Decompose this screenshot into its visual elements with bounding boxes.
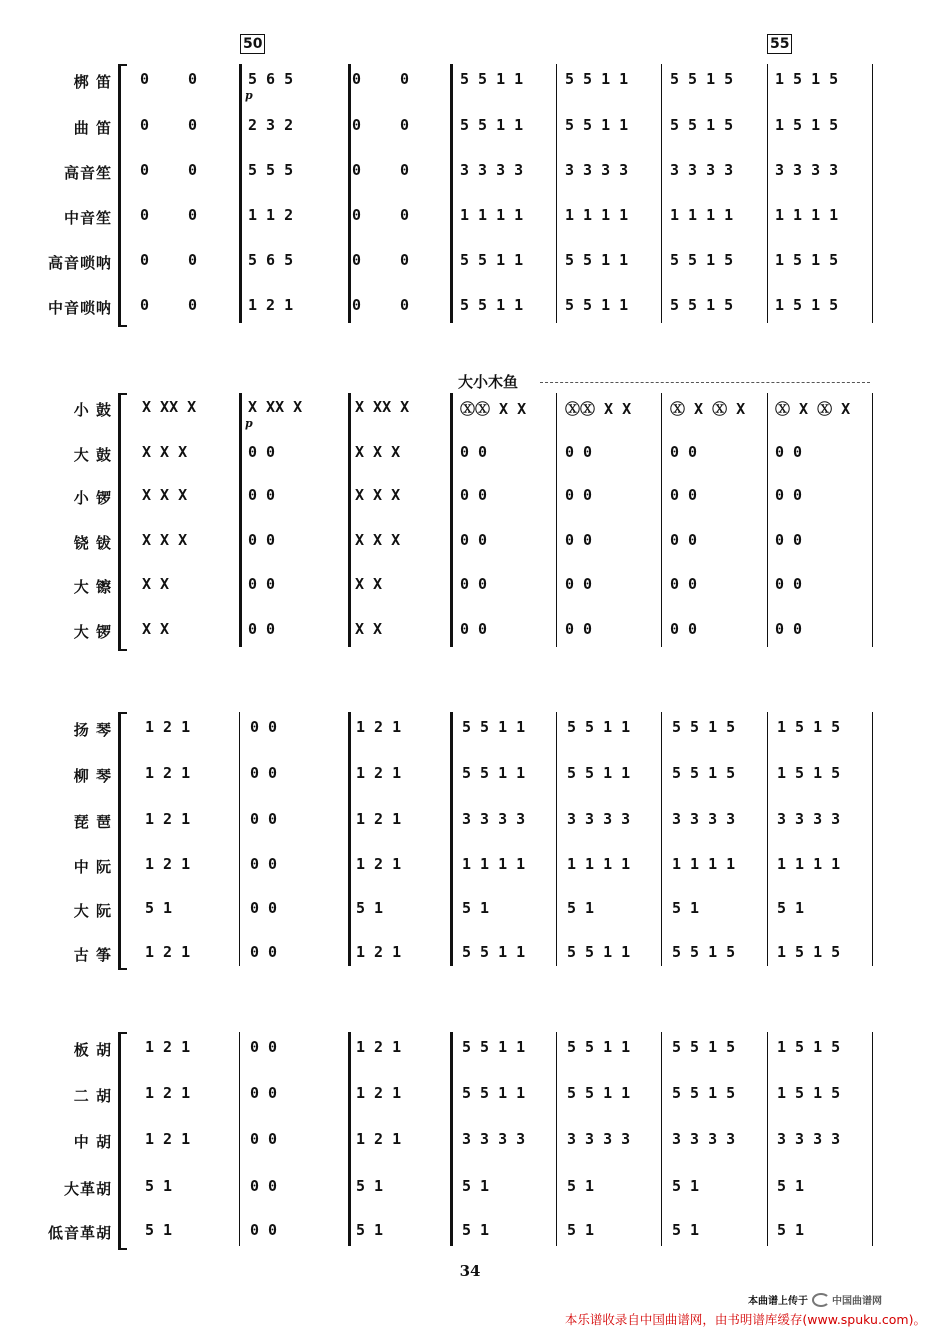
note-cell: 5 5 1 1 [565, 116, 629, 134]
note-cell: 3 3 3 3 [567, 1130, 631, 1148]
dynamic-mark: p [245, 417, 253, 430]
note-cell: 5 5 1 5 [670, 296, 734, 314]
note-cell: 1 5 1 5 [777, 1084, 841, 1102]
note-cell: 0 0 [250, 718, 278, 736]
bowed-barline [767, 1032, 768, 1246]
note-cell: 1 5 1 5 [777, 943, 841, 961]
note-cell: 0 [400, 116, 410, 134]
note-cell: 5 5 1 1 [567, 764, 631, 782]
instrument-label: 二 胡 [73, 1087, 112, 1105]
note-cell: 0 [188, 70, 198, 88]
note-cell: 1 5 1 5 [777, 718, 841, 736]
note-cell: 1 1 1 1 [670, 206, 734, 224]
bowed-barline [450, 1032, 453, 1246]
note-cell: 1 1 1 1 [567, 855, 631, 873]
note-cell: X XX X [355, 398, 410, 416]
percussion-barline [450, 393, 453, 647]
plucked-barline [239, 712, 240, 966]
note-cell: X X [355, 575, 383, 593]
note-cell: 1 1 1 1 [777, 855, 841, 873]
note-cell: 0 0 [670, 443, 698, 461]
note-cell: 1 5 1 5 [777, 1038, 841, 1056]
note-cell: 3 3 3 3 [567, 810, 631, 828]
instrument-label: 大 镲 [73, 578, 112, 596]
note-cell: 0 0 [250, 899, 278, 917]
note-cell: 5 1 [356, 1177, 384, 1195]
winds-barline [872, 64, 873, 323]
note-cell: Ⓧ X Ⓧ X [670, 400, 746, 418]
note-cell: 5 1 [777, 899, 805, 917]
instrument-label: 古 筝 [73, 946, 112, 964]
note-cell: 3 3 3 3 [672, 1130, 736, 1148]
note-cell: 1 2 1 [248, 296, 294, 314]
note-cell: X X X [142, 531, 188, 549]
note-cell: 5 5 1 1 [462, 718, 526, 736]
note-cell: 0 0 [460, 486, 488, 504]
note-cell: 0 0 [248, 620, 276, 638]
note-cell: 0 [140, 296, 150, 314]
instrument-label: 大 阮 [73, 902, 112, 920]
note-cell: 1 2 1 [356, 718, 402, 736]
note-cell: 0 [352, 70, 362, 88]
winds-barline [450, 64, 453, 323]
bowed-barline [556, 1032, 557, 1246]
plucked-barline [767, 712, 768, 966]
note-cell: 5 1 [462, 1221, 490, 1239]
plucked-barline [661, 712, 662, 966]
note-cell: 5 1 [356, 1221, 384, 1239]
note-cell: 5 5 1 5 [670, 251, 734, 269]
bowed-barline [872, 1032, 873, 1246]
note-cell: 5 5 1 5 [670, 70, 734, 88]
instrument-label: 高音唢呐 [47, 254, 112, 272]
note-cell: 1 2 1 [356, 1130, 402, 1148]
note-cell: 1 1 2 [248, 206, 294, 224]
note-cell: 1 2 1 [145, 810, 191, 828]
note-cell: 5 5 1 1 [567, 943, 631, 961]
instrument-label: 低音革胡 [47, 1224, 112, 1242]
plucked-barline [348, 712, 351, 966]
note-cell: X X [142, 620, 170, 638]
percussion-barline [767, 393, 768, 647]
note-cell: 1 1 1 1 [775, 206, 839, 224]
note-cell: 5 5 1 1 [567, 718, 631, 736]
note-cell: 0 [400, 70, 410, 88]
note-cell: 0 [400, 161, 410, 179]
note-cell: 5 1 [672, 1221, 700, 1239]
note-cell: 5 5 1 5 [672, 764, 736, 782]
note-cell: 5 5 1 5 [672, 718, 736, 736]
note-cell: 0 0 [670, 620, 698, 638]
instrument-label: 铙 钹 [73, 534, 112, 552]
note-cell: X X X [355, 486, 401, 504]
note-cell: 5 5 1 1 [460, 116, 524, 134]
percussion-barline [239, 393, 242, 647]
note-cell: 0 [140, 161, 150, 179]
note-cell: 5 5 1 1 [565, 251, 629, 269]
note-cell: 3 3 3 3 [777, 1130, 841, 1148]
page-number: 34 [459, 1262, 481, 1280]
note-cell: 0 0 [775, 620, 803, 638]
note-cell: 5 5 5 [248, 161, 294, 179]
note-cell: 1 2 1 [145, 855, 191, 873]
note-cell: 0 0 [775, 443, 803, 461]
note-cell: 0 0 [250, 943, 278, 961]
note-cell: 5 5 1 1 [567, 1084, 631, 1102]
bowed-group-brace [118, 1032, 127, 1250]
winds-barline [348, 64, 351, 323]
note-cell: 5 6 5 [248, 251, 294, 269]
note-cell: 1 1 1 1 [462, 855, 526, 873]
percussion-barline [872, 393, 873, 647]
note-cell: 0 0 [775, 531, 803, 549]
note-cell: 0 0 [565, 443, 593, 461]
note-cell: X X X [142, 443, 188, 461]
note-cell: 5 1 [356, 899, 384, 917]
wood-block-annotation: 大小木鱼 [458, 373, 519, 391]
note-cell: 0 0 [250, 1130, 278, 1148]
note-cell: 1 2 1 [356, 810, 402, 828]
note-cell: 5 1 [777, 1177, 805, 1195]
note-cell: 5 5 1 1 [460, 251, 524, 269]
instrument-label: 小 鼓 [73, 401, 112, 419]
note-cell: 5 1 [672, 1177, 700, 1195]
instrument-label: 大 锣 [73, 623, 112, 641]
note-cell: 0 [140, 70, 150, 88]
note-cell: 0 0 [248, 531, 276, 549]
bowed-barline [661, 1032, 662, 1246]
note-cell: 0 0 [250, 1221, 278, 1239]
winds-barline [661, 64, 662, 323]
note-cell: 1 2 1 [145, 1038, 191, 1056]
bowed-barline [348, 1032, 351, 1246]
instrument-label: 大 鼓 [73, 446, 112, 464]
note-cell: 0 0 [565, 531, 593, 549]
percussion-barline [348, 393, 351, 647]
note-cell: 0 0 [775, 486, 803, 504]
note-cell: 1 2 1 [145, 943, 191, 961]
note-cell: 5 1 [567, 899, 595, 917]
note-cell: 0 0 [460, 620, 488, 638]
note-cell: 5 6 5 [248, 70, 294, 88]
note-cell: 5 5 1 1 [565, 70, 629, 88]
note-cell: 1 2 1 [356, 1084, 402, 1102]
note-cell: 1 5 1 5 [775, 251, 839, 269]
note-cell: 5 5 1 5 [672, 1084, 736, 1102]
note-cell: 0 0 [775, 575, 803, 593]
note-cell: 0 0 [250, 764, 278, 782]
note-cell: 1 2 1 [145, 1084, 191, 1102]
note-cell: 3 3 3 3 [670, 161, 734, 179]
instrument-label: 琵 琶 [73, 813, 112, 831]
note-cell: 0 0 [250, 810, 278, 828]
note-cell: 0 [140, 116, 150, 134]
logo-text: 中国曲谱网 [832, 1296, 882, 1307]
instrument-label: 板 胡 [73, 1041, 112, 1059]
note-cell: 0 [400, 296, 410, 314]
winds-barline [767, 64, 768, 323]
bowed-barline [239, 1032, 240, 1246]
note-cell: 1 2 1 [145, 764, 191, 782]
note-cell: 1 2 1 [356, 1038, 402, 1056]
site-logo [812, 1292, 882, 1307]
note-cell: 5 1 [567, 1177, 595, 1195]
note-cell: 5 5 1 1 [460, 296, 524, 314]
instrument-label: 中音笙 [63, 209, 112, 227]
note-cell: 0 [188, 116, 198, 134]
note-cell: 5 5 1 5 [672, 1038, 736, 1056]
note-cell: 3 3 3 3 [462, 1130, 526, 1148]
note-cell: 5 1 [777, 1221, 805, 1239]
note-cell: 5 1 [672, 899, 700, 917]
note-cell: 0 [352, 251, 362, 269]
note-cell: 5 5 1 1 [462, 1038, 526, 1056]
note-cell: 0 0 [565, 486, 593, 504]
note-cell: 0 [352, 296, 362, 314]
note-cell: X X X [355, 443, 401, 461]
note-cell: 5 1 [145, 1221, 173, 1239]
note-cell: X X [355, 620, 383, 638]
note-cell: 0 [352, 161, 362, 179]
note-cell: 3 3 3 3 [565, 161, 629, 179]
note-cell: 5 5 1 5 [670, 116, 734, 134]
note-cell: 0 [400, 206, 410, 224]
instrument-label: 中音唢呐 [47, 299, 112, 317]
note-cell: 0 0 [248, 575, 276, 593]
note-cell: ⓍⓍ X X [565, 400, 632, 418]
note-cell: 0 [140, 251, 150, 269]
note-cell: 5 5 1 1 [462, 1084, 526, 1102]
instrument-label: 大革胡 [63, 1180, 112, 1198]
note-cell: 1 5 1 5 [775, 116, 839, 134]
note-cell: 1 5 1 5 [777, 764, 841, 782]
note-cell: 1 2 1 [145, 718, 191, 736]
measure-number-50: 50 [240, 34, 265, 54]
percussion-barline [661, 393, 662, 647]
upload-credit [748, 1292, 882, 1307]
logo-mark-icon [812, 1293, 830, 1307]
note-cell: 0 [188, 251, 198, 269]
note-cell: 3 3 3 3 [462, 810, 526, 828]
note-cell: 3 3 3 3 [672, 810, 736, 828]
percussion-barline [556, 393, 557, 647]
note-cell: 5 1 [145, 1177, 173, 1195]
note-cell: 5 1 [462, 1177, 490, 1195]
plucked-barline [556, 712, 557, 966]
note-cell: 2 3 2 [248, 116, 294, 134]
note-cell: 0 [188, 206, 198, 224]
note-cell: X XX X [248, 398, 303, 416]
note-cell: Ⓧ X Ⓧ X [775, 400, 851, 418]
note-cell: 0 [188, 296, 198, 314]
annotation-dashed-line [540, 382, 870, 383]
note-cell: 0 [140, 206, 150, 224]
percussion-group-brace [118, 393, 127, 651]
note-cell: 0 [400, 251, 410, 269]
note-cell: 1 1 1 1 [460, 206, 524, 224]
note-cell: 5 5 1 1 [567, 1038, 631, 1056]
note-cell: 0 [188, 161, 198, 179]
note-cell: X X X [142, 486, 188, 504]
note-cell: 5 1 [567, 1221, 595, 1239]
note-cell: 1 5 1 5 [775, 70, 839, 88]
note-cell: 5 5 1 1 [462, 764, 526, 782]
note-cell: 0 [352, 206, 362, 224]
note-cell: 1 2 1 [356, 943, 402, 961]
note-cell: 0 0 [460, 531, 488, 549]
note-cell: 5 5 1 5 [672, 943, 736, 961]
note-cell: 1 1 1 1 [672, 855, 736, 873]
instrument-label: 中 阮 [73, 858, 112, 876]
note-cell: 0 0 [250, 1177, 278, 1195]
instrument-label: 中 胡 [73, 1133, 112, 1151]
note-cell: 0 0 [460, 443, 488, 461]
instrument-label: 梆 笛 [73, 73, 112, 91]
instrument-label: 扬 琴 [73, 721, 112, 739]
dynamic-mark: p [245, 89, 253, 102]
note-cell: 5 1 [145, 899, 173, 917]
winds-barline [239, 64, 242, 323]
winds-group-brace [118, 64, 127, 327]
note-cell: ⓍⓍ X X [460, 400, 527, 418]
note-cell: 1 5 1 5 [775, 296, 839, 314]
upload-text: 本曲谱上传于 [748, 1296, 808, 1307]
source-footer: 本乐谱收录自中国曲谱网，由书明谱库缓存(www.spuku.com)。 [564, 1312, 926, 1327]
instrument-label: 高音笙 [63, 164, 112, 182]
instrument-label: 柳 琴 [73, 767, 112, 785]
instrument-label: 曲 笛 [73, 119, 112, 137]
plucked-barline [872, 712, 873, 966]
note-cell: 0 0 [670, 531, 698, 549]
note-cell: 0 0 [248, 486, 276, 504]
note-cell: 1 2 1 [356, 764, 402, 782]
note-cell: 1 2 1 [145, 1130, 191, 1148]
note-cell: 0 0 [565, 575, 593, 593]
note-cell: 3 3 3 3 [460, 161, 524, 179]
note-cell: 3 3 3 3 [777, 810, 841, 828]
plucked-group-brace [118, 712, 127, 970]
note-cell: 0 0 [250, 1038, 278, 1056]
note-cell: X X X [355, 531, 401, 549]
note-cell: X X [142, 575, 170, 593]
plucked-barline [450, 712, 453, 966]
note-cell: 0 0 [670, 486, 698, 504]
note-cell: 0 0 [250, 1084, 278, 1102]
measure-number-55: 55 [767, 34, 792, 54]
note-cell: 5 5 1 1 [460, 70, 524, 88]
note-cell: 5 1 [462, 899, 490, 917]
winds-barline [556, 64, 557, 323]
note-cell: 1 1 1 1 [565, 206, 629, 224]
note-cell: 0 0 [248, 443, 276, 461]
note-cell: 0 0 [250, 855, 278, 873]
note-cell: 5 5 1 1 [565, 296, 629, 314]
note-cell: 3 3 3 3 [775, 161, 839, 179]
note-cell: 5 5 1 1 [462, 943, 526, 961]
note-cell: 0 [352, 116, 362, 134]
note-cell: 0 0 [460, 575, 488, 593]
note-cell: X XX X [142, 398, 197, 416]
note-cell: 0 0 [565, 620, 593, 638]
note-cell: 0 0 [670, 575, 698, 593]
instrument-label: 小 锣 [73, 489, 112, 507]
note-cell: 1 2 1 [356, 855, 402, 873]
